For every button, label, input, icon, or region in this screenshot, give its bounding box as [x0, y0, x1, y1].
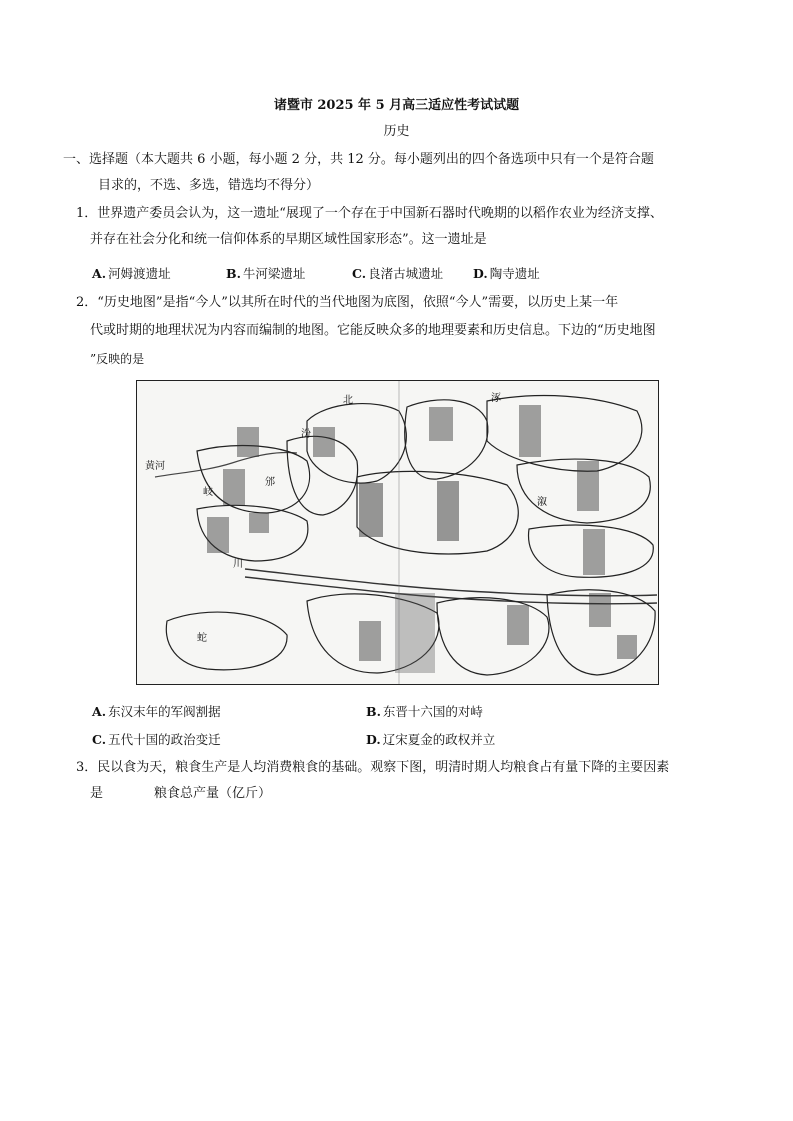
map-label-jiao: 蛇 — [197, 633, 207, 644]
q1-option-c: C. 良渚古城遗址 — [352, 266, 444, 281]
q1-option-a: A. 河姆渡遗址 — [92, 266, 171, 281]
map-label-bin: 邠 — [265, 477, 275, 488]
map-label-qi: 岐 — [203, 487, 213, 498]
q2-option-c: C. 五代十国的政治变迁 — [92, 732, 221, 747]
map-label-north: 北 — [343, 395, 353, 406]
question-2-stem-line3: ”反映的是 — [90, 352, 145, 366]
subject-title: 历史 — [383, 124, 410, 139]
question-2-stem-line1: 2．“历史地图”是指“今人”以其所在时代的当代地图为底图，依照“今人”需要，以历史上某一年 — [76, 295, 619, 310]
q1-option-b: B. 牛河梁遗址 — [226, 266, 306, 281]
section-instructions-line2: 目求的，不选、多选，错选均不得分） — [98, 178, 320, 193]
historical-map — [136, 380, 659, 685]
q2-option-d: D. 辽宋夏金的政权并立 — [366, 732, 496, 747]
q1-option-d: D. 陶寺遗址 — [473, 266, 540, 281]
map-label-yellow-river: 黄河 — [145, 461, 165, 472]
map-label-xu: 溆 — [537, 497, 547, 508]
map-label-zhuo: 涿 — [491, 393, 501, 404]
historical-map-drawing — [137, 381, 658, 684]
q2-option-a: A. 东汉末年的军阀割据 — [92, 704, 221, 719]
question-2-stem-line2: 代或时期的地理状况为内容而编制的地图。它能反映众多的地理要素和历史信息。下边的“历史地图 — [90, 323, 656, 338]
q2-option-b: B. 东晋十六国的对峙 — [366, 704, 483, 719]
question-3-stem-line1: 3．民以食为天，粮食生产是人均消费粮食的基础。观察下图，明清时期人均粮食占有量下降的主要因素 — [76, 760, 670, 775]
exam-title: 诸暨市 2025 年 5 月高三适应性考试试题 — [273, 98, 520, 113]
q3-chart-caption: 粮食总产量（亿斤） — [154, 786, 272, 801]
question-3-stem-line2-prefix: 是 — [90, 786, 104, 801]
map-label-fen: 汾 — [301, 429, 311, 440]
question-1-stem-line1: 1．世界遗产委员会认为，这一遗址“展现了一个存在于中国新石器时代晚期的以稻作农业为经济支撑、 — [76, 206, 663, 221]
question-1-stem-line2: 并存在社会分化和统一信仰体系的早期区域性国家形态”。这一遗址是 — [90, 232, 487, 247]
map-label-sichuan: 川 — [233, 559, 243, 570]
section-instructions-line1: 一、选择题（本大题共 6 小题，每小题 2 分，共 12 分。每小题列出的四个备选项中只有一个是符合题 — [63, 152, 654, 167]
